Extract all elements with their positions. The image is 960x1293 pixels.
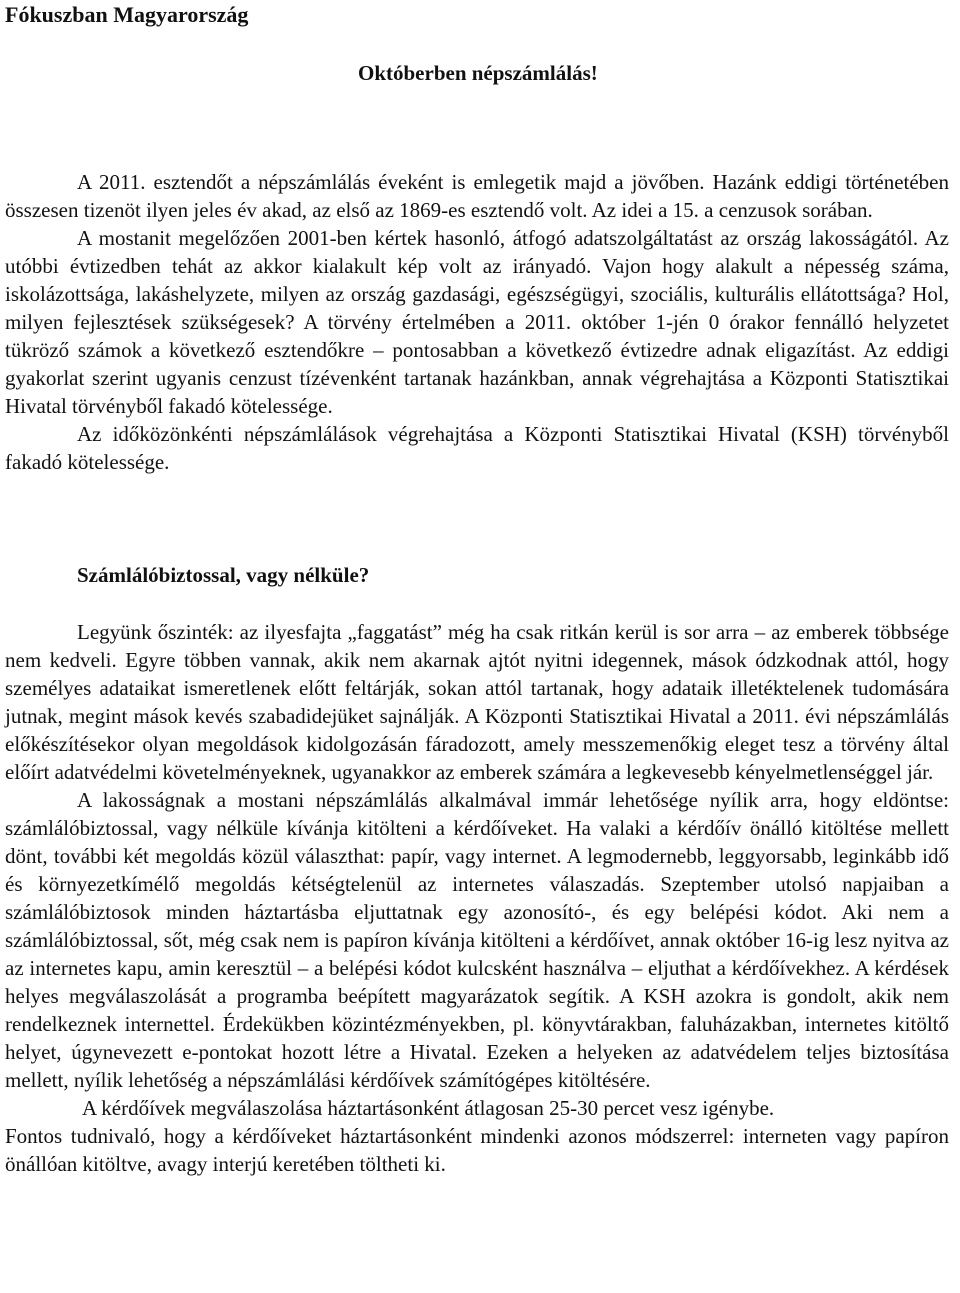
body-paragraph-3: A kérdőívek megválaszolása háztartásonként átlagosan 25-30 percet vesz igénybe. [82, 1096, 775, 1120]
body-paragraph-1: Legyünk őszinték: az ilyesfajta „faggatást” még ha csak ritkán kerül is sor arra – az emberek többsége nem kedveli. Egyre többen vannak, akik nem akarnak ajtót nyitni idegennek, mások ódzkodnak attól, hogy személyes adataikat ismeretlenek előtt feltárják, sokan attól tartanak, hogy adataik illetéktelenek tudomására jutnak, megint mások kevés szabadidejüket sajnálják. A Központi Statisztikai Hivatal a 2011. évi népszámlálás előkészítésekor olyan megoldások kidolgozásán fáradozott, amely messzemenőkig eleget tesz a törvény által előírt adatvédelmi követelményeknek, ugyanakkor az emberek számára a legkevesebb kényelmetlenséggel jár. [5, 620, 949, 784]
section-header: Fókuszban Magyarország [5, 2, 249, 27]
intro-block [5, 168, 949, 476]
intro-paragraph-1: A 2011. esztendőt a népszámlálás éveként is emlegetik majd a jövőben. Hazánk eddigi történetében összesen tizenöt ilyen jeles év akad, az első az 1869-es esztendő volt. Az idei a 15. a cenzusok sorában. [5, 170, 949, 222]
article-title: Októberben népszámlálás! [358, 61, 598, 85]
intro-paragraph-3: Az időközönkénti népszámlálások végrehajtása a Központi Statisztikai Hivatal (KSH) törvényből fakadó kötelessége. [5, 422, 949, 474]
section-subtitle: Számlálóbiztossal, vagy nélküle? [77, 563, 370, 587]
intro-paragraph-2: A mostanit megelőzően 2001-ben kértek hasonló, átfogó adatszolgáltatást az ország lakosságától. Az utóbbi évtizedben tehát az akkor kialakult kép volt az irányadó. Vajon hogy alakult a népesség száma, iskolázottsága, lakáshelyzete, milyen az ország gazdasági, egészségügyi, szociális, kulturális ellátottsága? Hol, milyen fejlesztések szükségesek? A törvény értelmében a 2011. október 1-jén 0 órakor fennálló helyzetet tükröző számok a következő esztendőkre – pontosabban a következő évtizedre adnak eligazítást. Az eddigi gyakorlat szerint ugyanis cenzust tízévenként tartanak hazánkban, annak végrehajtása a Központi Statisztikai Hivatal törvényből fakadó kötelessége. [5, 226, 949, 418]
body-block [5, 618, 949, 1178]
body-paragraph-4: Fontos tudnivaló, hogy a kérdőíveket háztartásonként mindenki azonos módszerrel: interneten vagy papíron önállóan kitöltve, avagy interjú keretében töltheti ki. [5, 1124, 949, 1176]
body-paragraph-2: A lakosságnak a mostani népszámlálás alkalmával immár lehetősége nyílik arra, hogy eldöntse: számlálóbiztossal, vagy nélküle kívánja kitölteni a kérdőíveket. Ha valaki a kérdőív önálló kitöltése mellett dönt, további két megoldás közül választhat: papír, vagy internet. A legmodernebb, leggyorsabb, leginkább idő és környezetkímélő megoldás kétségtelenül az internetes válaszadás. Szeptember utolsó napjaiban a számlálóbiztosok minden háztartásba eljuttatnak egy azonosító-, és egy belépési kódot. Aki nem a számlálóbiztossal, sőt, még csak nem is papíron kívánja kitölteni a kérdőívet, annak október 16-ig lesz nyitva az az internetes kapu, amin keresztül – a belépési kódot kulcsként használva – eljuthat a kérdőívekhez. A kérdések helyes megválaszolását a programba beépített magyarázatok segítik. A KSH azokra is gondolt, akik nem rendelkeznek internettel. Érdekükben közintézményekben, pl. könyvtárakban, faluházakban, internetes kitöltő helyet, úgynevezett e-pontokat hozott létre a Hivatal. Ezeken a helyeken az adatvédelem teljes biztosítása mellett, nyílik lehetőség a népszámlálási kérdőívek számítógépes kitöltésére. [5, 788, 949, 1092]
